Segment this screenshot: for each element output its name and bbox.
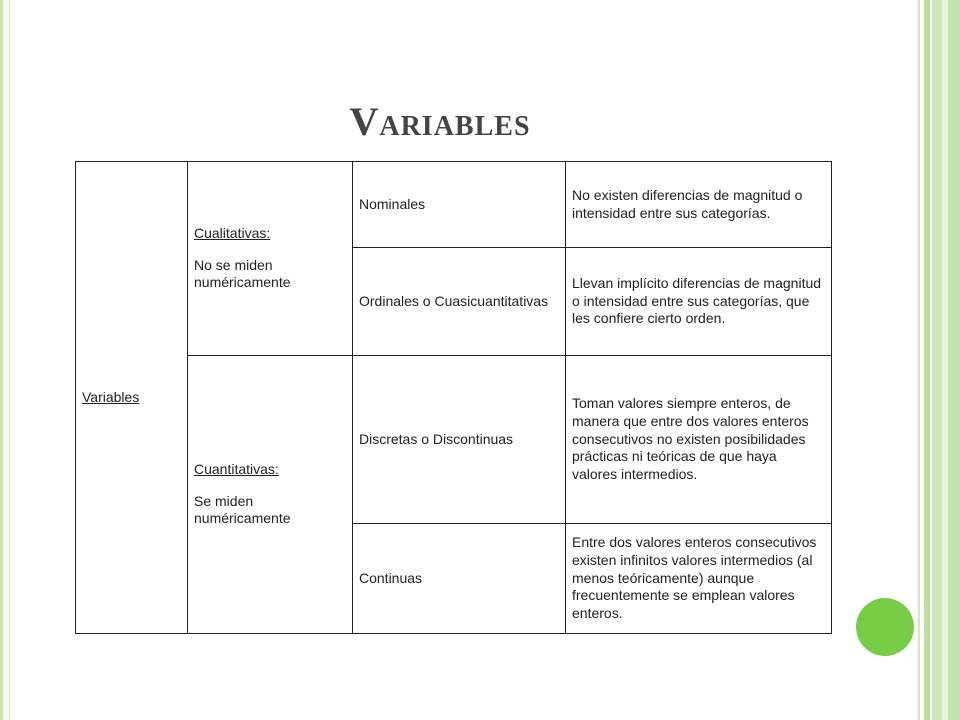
variable-type-label: Continuas	[359, 569, 423, 586]
variable-type-label: Discretas o Discontinuas	[359, 430, 514, 447]
variable-definition: Llevan implícito diferencias de magnitud o intensidad entre sus categorías, que les confiere cierto orden.	[572, 274, 822, 327]
type-cell	[353, 248, 566, 356]
group-description: No se miden numéricamente	[194, 256, 291, 291]
definition-cell	[566, 524, 832, 634]
definition-cell	[566, 356, 832, 524]
variable-definition: Toman valores siempre enteros, de manera que entre dos valores enteros consecutivos no existen posibilidades prácticas ni teóricas de que haya valores intermedios.	[572, 394, 809, 483]
group-heading: Cuantitativas:	[194, 460, 279, 477]
accent-circle	[856, 598, 914, 656]
variable-type-label: Nominales	[359, 195, 426, 212]
table-row	[76, 356, 832, 524]
type-cell	[353, 524, 566, 634]
slide-frame-right	[916, 0, 960, 720]
table-row	[76, 162, 832, 248]
slide-title: Variables	[349, 99, 531, 144]
variable-type-label: Ordinales o Cuasicuantitativas	[359, 292, 549, 309]
group-description: Se miden numéricamente	[194, 492, 291, 527]
group-heading: Cualitativas:	[194, 224, 271, 241]
group-cell-cualitativas	[188, 162, 353, 356]
root-label: Variables	[82, 388, 140, 405]
type-cell	[353, 162, 566, 248]
group-cell-cuantitativas	[188, 356, 353, 634]
type-cell	[353, 356, 566, 524]
variables-table	[75, 161, 832, 634]
definition-cell	[566, 248, 832, 356]
variable-definition: Entre dos valores enteros consecutivos existen infinitos valores intermedios (al menos teóricamente) aunque frecuentemente se emplean valores enteros.	[572, 533, 817, 622]
definition-cell	[566, 162, 832, 248]
variable-definition: No existen diferencias de magnitud o intensidad entre sus categorías.	[572, 186, 803, 221]
root-cell	[76, 162, 188, 634]
